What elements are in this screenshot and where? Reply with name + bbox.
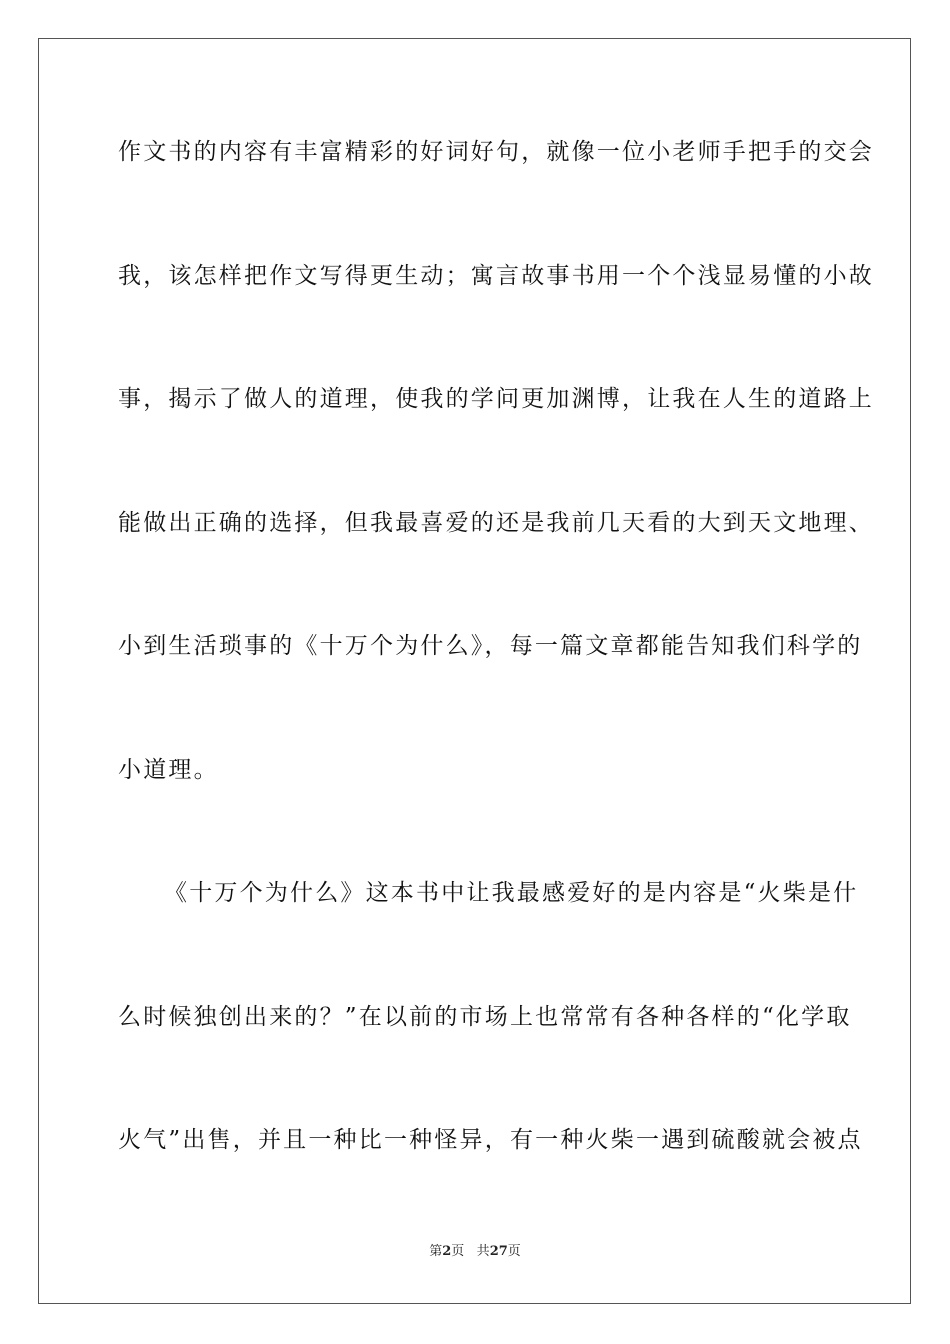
text-line: 我，该怎样把作文写得更生动；寓言故事书用一个个浅显易懂的小故	[118, 263, 874, 289]
text-line: 火气”出售，并且一种比一种怪异，有一种火柴一遇到硫酸就会被点	[118, 1127, 863, 1153]
page-footer	[0, 1243, 950, 1261]
text-line: 事，揭示了做人的道理，使我的学问更加渊博，让我在人生的道路上	[118, 386, 874, 412]
text-line: 小到生活琐事的《十万个为什么》，每一篇文章都能告知我们科学的	[118, 633, 863, 659]
total-prefix: 共	[476, 1244, 490, 1259]
total-unit: 页	[507, 1244, 521, 1259]
page-prefix: 第	[429, 1244, 443, 1259]
text-line: 作文书的内容有丰富精彩的好词好句，就像一位小老师手把手的交会	[118, 139, 874, 165]
text-line: 能做出正确的选择，但我最喜爱的还是我前几天看的大到天文地理、	[118, 510, 874, 536]
total-page-count: 27	[489, 1244, 508, 1259]
current-page-number: 2	[442, 1244, 452, 1259]
text-line: 么时候独创出来的？”在以前的市场上也常常有各种各样的“化学取	[118, 1004, 852, 1030]
page-border	[38, 38, 911, 1304]
paragraph-first-line: 《十万个为什么》这本书中让我最感爱好的是内容是“火柴是什	[164, 880, 859, 906]
text-line: 小道理。	[118, 757, 219, 783]
page-unit: 页	[451, 1244, 465, 1259]
